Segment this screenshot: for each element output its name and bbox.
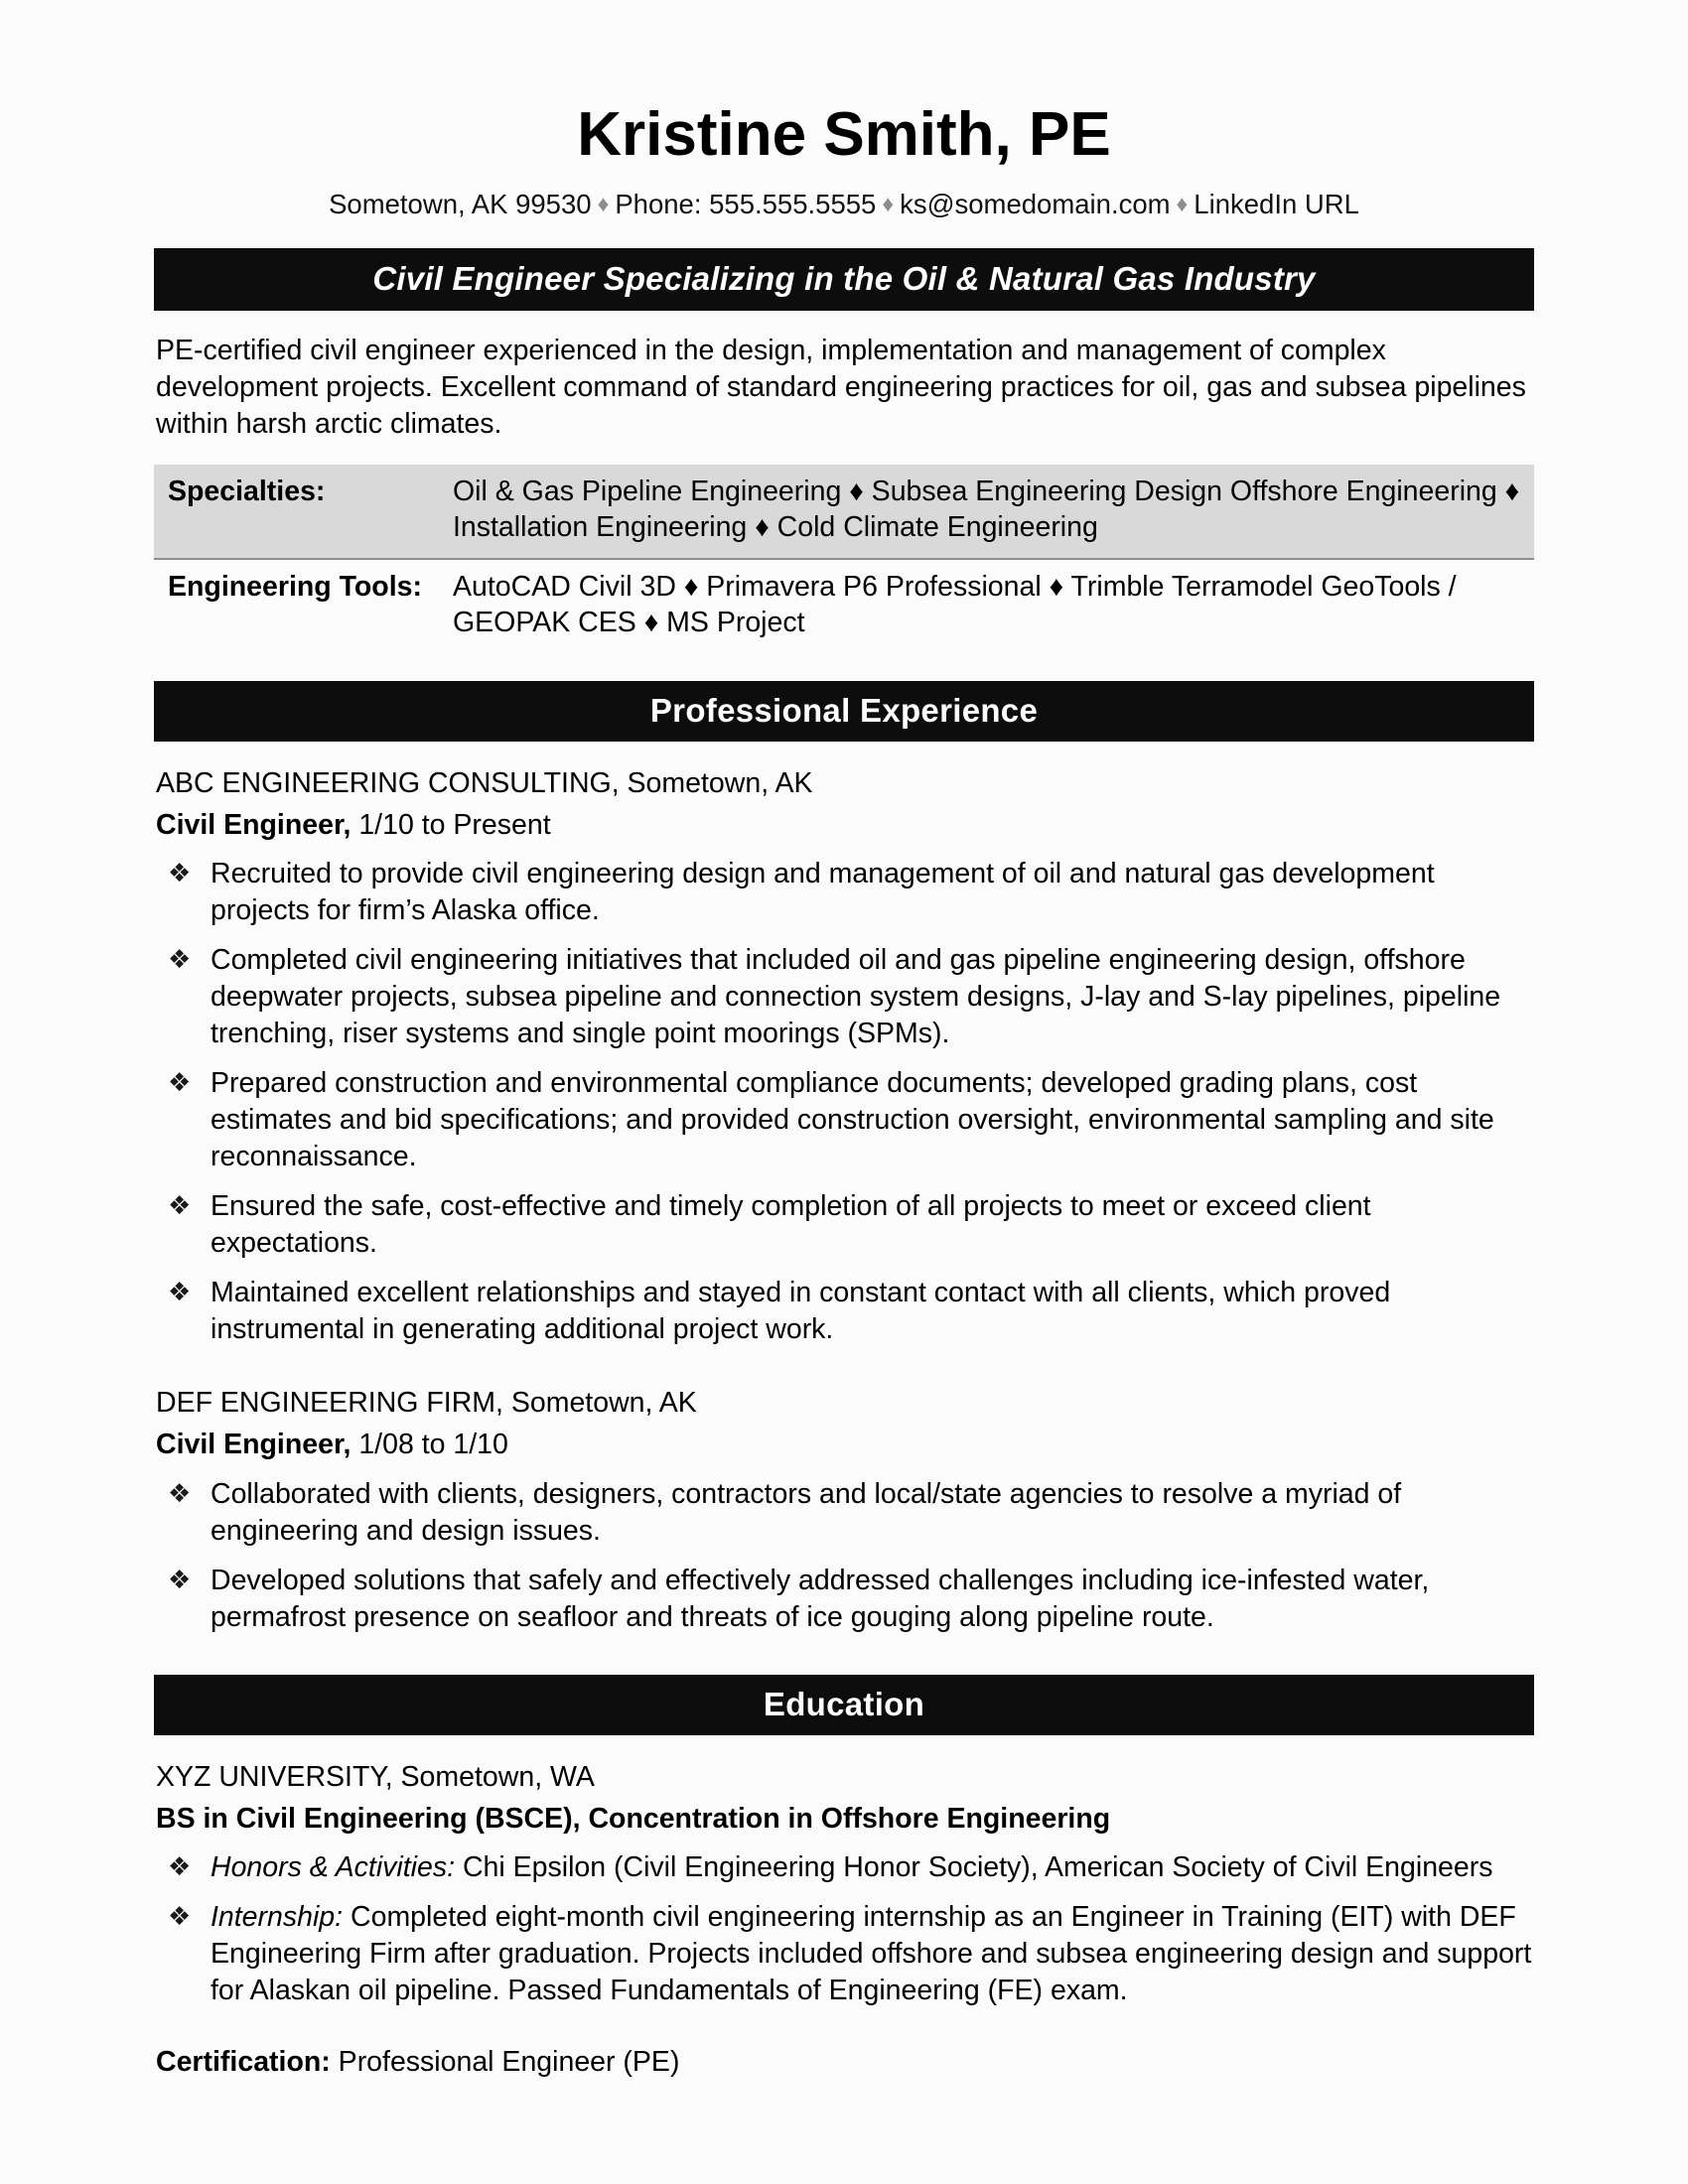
job-dates: 1/10 to Present — [351, 808, 551, 841]
job-entry — [154, 742, 1534, 1362]
list-item — [154, 1849, 1534, 1899]
bullet-text: Maintained excellent relationships and stayed in constant contact with all clients, which proved instrumental in generating additional project work. — [211, 1277, 1391, 1346]
contact-phone: Phone: 555.555.5555 — [615, 189, 877, 219]
diamond-bullet-icon: ❖ — [168, 1900, 192, 1931]
specialties-value: Oil & Gas Pipeline Engineering ♦ Subsea Engineering Design Offshore Engineering ♦ Installation Engineering ♦ Cold Climate Engineering — [447, 465, 1534, 559]
contact-location: Sometown, AK 99530 — [329, 189, 592, 219]
bullet-text: Recruited to provide civil engineering design and management of oil and natural gas development projects for firm’s Alaska office. — [211, 857, 1435, 926]
contact-line — [154, 166, 1534, 220]
list-item — [154, 1188, 1534, 1275]
job-dates: 1/08 to 1/10 — [351, 1429, 508, 1461]
list-item — [154, 1275, 1534, 1361]
bullet-lead: Honors & Activities: — [211, 1850, 456, 1883]
list-item — [154, 1476, 1534, 1563]
list-item — [154, 856, 1534, 942]
diamond-bullet-icon: ❖ — [168, 943, 192, 974]
diamond-separator-icon: ♦ — [1176, 191, 1189, 216]
job-bullets — [154, 1464, 1534, 1649]
job-title — [154, 1422, 1534, 1463]
professional-summary: PE-certified civil engineer experienced in the design, implementation and management of complex development projects. Excellent command of standard engineering practices for oil, gas and subsea pipelines within harsh arctic climates. — [156, 335, 1526, 441]
certification-value: Professional Engineer (PE) — [330, 2045, 680, 2078]
education-degree-text: BS in Civil Engineering (BSCE), Concentration in Offshore Engineering — [156, 1802, 1111, 1835]
contact-email[interactable]: ks@somedomain.com — [900, 189, 1171, 219]
section-header-education: Education — [154, 1675, 1534, 1735]
contact-linkedin[interactable]: LinkedIn URL — [1194, 189, 1359, 219]
section-header-experience: Professional Experience — [154, 681, 1534, 742]
job-entry — [154, 1361, 1534, 1648]
bullet-text: Chi Epsilon (Civil Engineering Honor Society), American Society of Civil Engineers — [455, 1850, 1493, 1883]
resume-content — [154, 0, 1534, 2081]
bullet-text: Completed eight-month civil engineering internship as an Engineer in Training (EIT) with DEF Engineering Firm after graduation. Projects included offshore and subsea engineering design and support for Alaskan oil pipeline. Passed Fundamentals of Engineering (FE) exam. — [211, 1900, 1532, 2006]
bullet-text: Collaborated with clients, designers, contractors and local/state agencies to resolve a myriad of engineering and design issues. — [211, 1477, 1402, 1547]
table-row — [154, 559, 1534, 653]
bullet-text: Ensured the safe, cost-effective and timely completion of all projects to meet or exceed client expectations. — [211, 1190, 1371, 1260]
job-role: Civil Engineer, — [156, 1429, 352, 1461]
bullet-text: Developed solutions that safely and effectively addressed challenges including ice-infested water, permafrost presence on seafloor and threats of ice gouging along pipeline route. — [211, 1564, 1430, 1633]
skills-table — [154, 465, 1534, 653]
diamond-bullet-icon: ❖ — [168, 857, 192, 887]
diamond-bullet-icon: ❖ — [168, 1067, 192, 1098]
list-item — [154, 1065, 1534, 1188]
diamond-separator-icon: ♦ — [597, 191, 610, 216]
list-item — [154, 1563, 1534, 1649]
education-bullets — [154, 1838, 1534, 2022]
page-title: Kristine Smith, PE — [577, 100, 1111, 169]
job-role: Civil Engineer, — [156, 808, 352, 841]
certification-label: Certification: — [156, 2045, 331, 2078]
bullet-lead: Internship: — [211, 1900, 344, 1933]
diamond-bullet-icon: ❖ — [168, 1850, 192, 1881]
list-item — [154, 942, 1534, 1065]
bullet-text: Prepared construction and environmental compliance documents; developed grading plans, cost estimates and bid specifications; and provided construction oversight, environmental sampling and site reconnaissance. — [211, 1067, 1494, 1173]
certification-line — [154, 2022, 1534, 2081]
diamond-separator-icon: ♦ — [882, 191, 895, 216]
headline-banner: Civil Engineer Specializing in the Oil & Natural Gas Industry — [154, 248, 1534, 311]
spacer — [154, 1649, 1534, 1675]
education-school: XYZ UNIVERSITY, Sometown, WA — [156, 1760, 595, 1793]
diamond-bullet-icon: ❖ — [168, 1564, 192, 1594]
table-row — [154, 465, 1534, 559]
bullet-text: Completed civil engineering initiatives that included oil and gas pipeline engineering design, offshore deepwater projects, subsea pipeline and connection system designs, J-lay and S-lay pipelines, pipeline trenching, riser systems and single point moorings (SPMs). — [211, 943, 1501, 1050]
tools-label: Engineering Tools: — [168, 570, 422, 603]
list-item — [154, 1899, 1534, 2022]
job-bullets — [154, 844, 1534, 1362]
job-title — [154, 802, 1534, 844]
education-entry — [154, 1735, 1534, 2081]
education-degree — [154, 1796, 1534, 1838]
job-company: DEF ENGINEERING FIRM, Sometown, AK — [156, 1387, 697, 1420]
tools-value: AutoCAD Civil 3D ♦ Primavera P6 Professional ♦ Trimble Terramodel GeoTools / GEOPAK CES ♦ MS Project — [453, 570, 1457, 638]
diamond-bullet-icon: ❖ — [168, 1190, 192, 1221]
diamond-bullet-icon: ❖ — [168, 1277, 192, 1307]
diamond-bullet-icon: ❖ — [168, 1477, 192, 1508]
job-company: ABC ENGINEERING CONSULTING, Sometown, AK — [156, 766, 813, 799]
specialties-label: Specialties: — [154, 465, 447, 559]
